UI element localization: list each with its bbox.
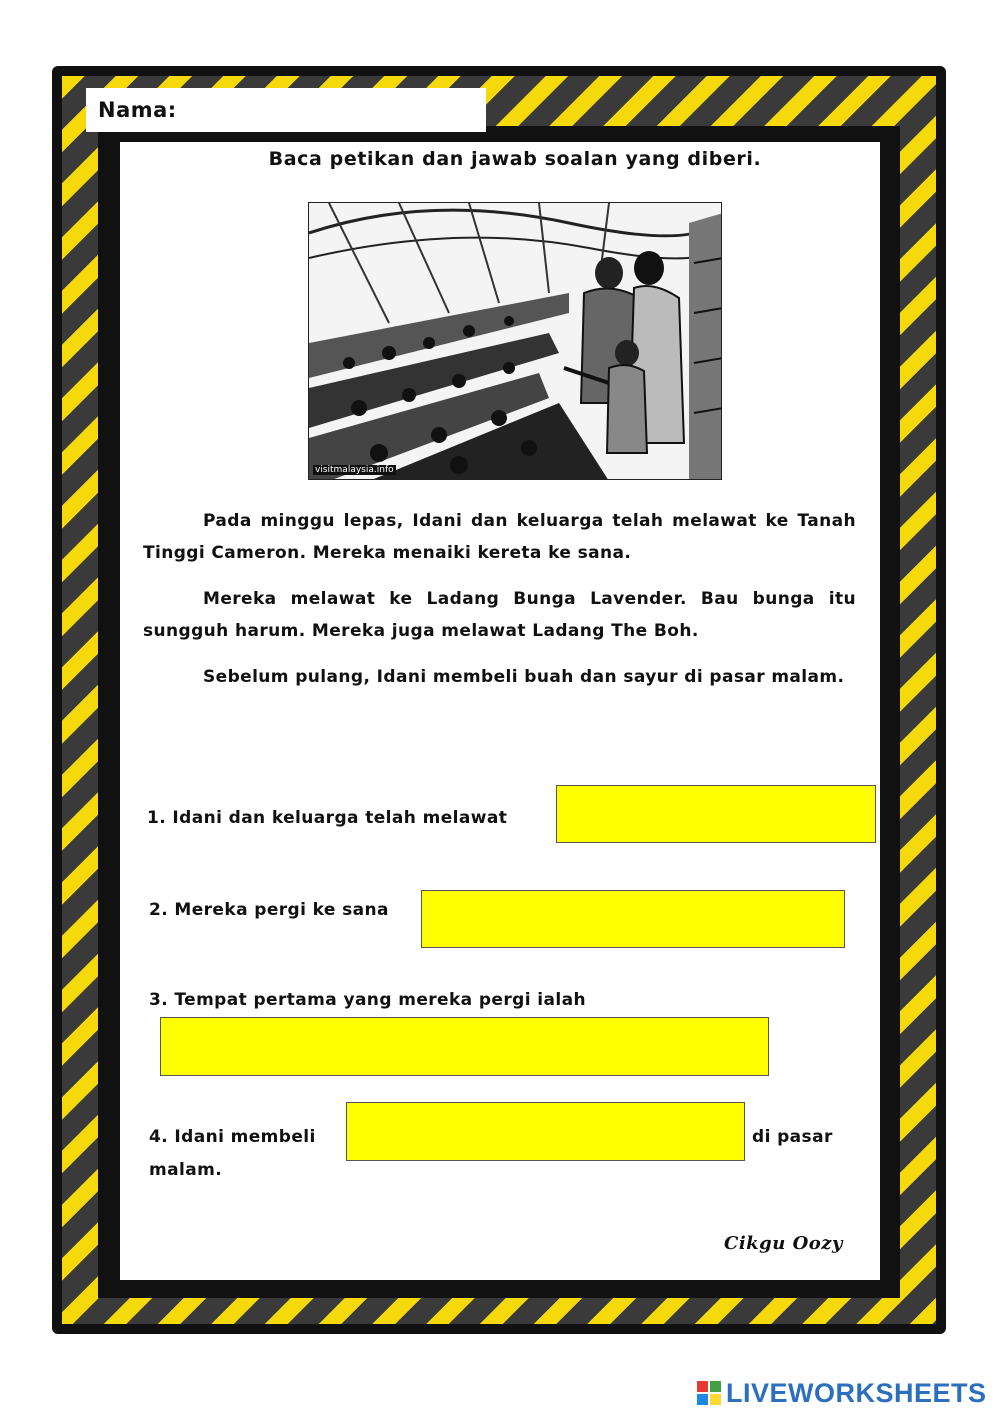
- market-photo: [308, 202, 722, 480]
- passage-paragraph-1: Pada minggu lepas, Idani dan keluarga telah melawat ke Tanah Tinggi Cameron. Mereka menaiki kereta ke sana.: [143, 511, 856, 563]
- brand-text: LIVEWORKSHEETS: [726, 1377, 987, 1408]
- question-4-tail: di pasar: [752, 1127, 833, 1147]
- photo-credit: visitmalaysia.info: [315, 465, 394, 475]
- photo-illustration: [309, 203, 722, 480]
- answer-4-input[interactable]: [346, 1102, 745, 1161]
- passage-paragraph-2: Mereka melawat ke Ladang Bunga Lavender. Bau bunga itu sungguh harum. Mereka juga melawat Ladang The Boh.: [143, 589, 856, 641]
- question-4-end: malam.: [149, 1160, 223, 1180]
- name-label: Nama:: [98, 98, 177, 122]
- teacher-signature: Cikgu Oozy: [724, 1233, 843, 1254]
- instruction-heading: Baca petikan dan jawab soalan yang diberi.: [268, 148, 762, 170]
- passage-paragraph-3: Sebelum pulang, Idani membeli buah dan sayur di pasar malam.: [203, 667, 845, 687]
- question-3-text: 3. Tempat pertama yang mereka pergi ialah: [149, 990, 586, 1010]
- answer-1-input[interactable]: [556, 785, 876, 843]
- liveworksheets-brand[interactable]: [696, 1376, 987, 1410]
- liveworksheets-logo-icon: [696, 1380, 722, 1406]
- question-2-text: 2. Mereka pergi ke sana: [149, 900, 389, 920]
- question-1-text: 1. Idani dan keluarga telah melawat: [147, 808, 508, 828]
- answer-3-input[interactable]: [160, 1017, 769, 1076]
- answer-2-input[interactable]: [421, 890, 845, 948]
- question-4-text: 4. Idani membeli: [149, 1127, 316, 1147]
